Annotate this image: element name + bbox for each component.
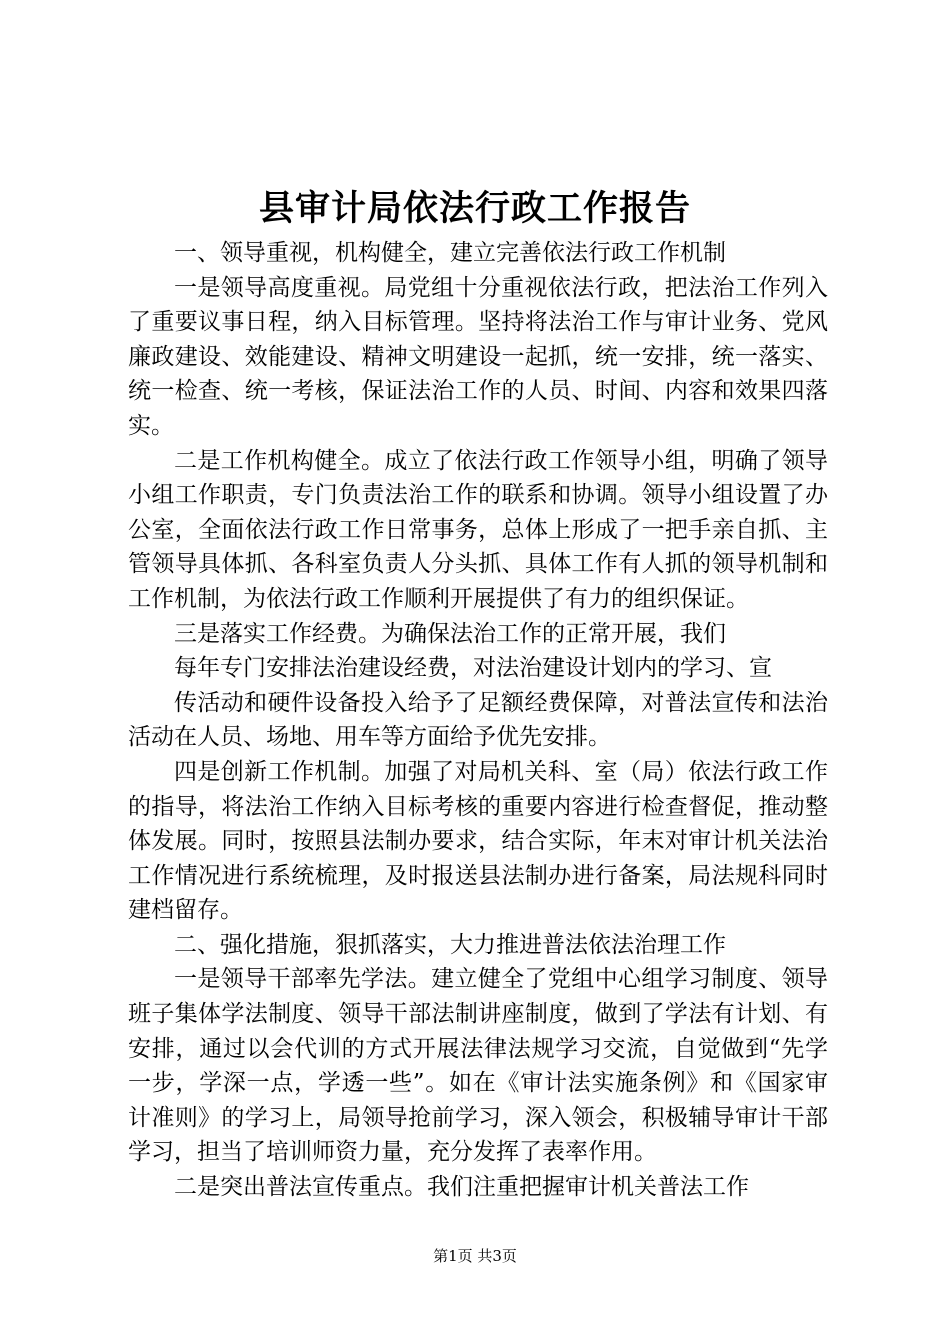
section-heading-2: 二、强化措施，狠抓落实，大力推进普法依法治理工作 [174, 931, 726, 958]
paragraph: 一是领导干部率先学法。建立健全了党组中心组学习制度、领导班子集体学法制度、领导干部法制讲座制度，做到了学法有计划、有安排，通过以会代训的方式开展法律法规学习交流，自觉做到“先学一步，学深一点，学透一些”。如在《审计法实施条例》和《国家审计准则》的学习上，局领导抢前学习，深入领会，积极辅导审计干部学习，担当了培训师资力量，充分发挥了表率作用。 [128, 966, 828, 1166]
document-title: 县审计局依法行政工作报告 [258, 188, 691, 229]
document-body [128, 236, 828, 1205]
paragraph: 二是突出普法宣传重点。我们注重把握审计机关普法工作 [174, 1174, 749, 1201]
paragraph: 四是创新工作机制。加强了对局机关科、室（局）依法行政工作的指导，将法治工作纳入目标考核的重要内容进行检查督促，推动整体发展。同时，按照县法制办要求，结合实际，年末对审计机关法治工作情况进行系统梳理，及时报送县法制办进行备案，局法规科同时建档留存。 [128, 758, 828, 924]
paragraph: 每年专门安排法治建设经费，对法治建设计划内的学习、宣 [174, 655, 772, 682]
paragraph: 三是落实工作经费。为确保法治工作的正常开展，我们 [174, 620, 726, 647]
paragraph: 一是领导高度重视。局党组十分重视依法行政，把法治工作列入了重要议事日程，纳入目标管理。坚持将法治工作与审计业务、党风廉政建设、效能建设、精神文明建设一起抓，统一安排，统一落实、统一检查、统一考核，保证法治工作的人员、时间、内容和效果四落实。 [128, 274, 828, 439]
paragraph: 二是工作机构健全。成立了依法行政工作领导小组，明确了领导小组工作职责，专门负责法治工作的联系和协调。领导小组设置了办公室，全面依法行政工作日常事务，总体上形成了一把手亲自抓、主管领导具体抓、各科室负责人分头抓、具体工作有人抓的领导机制和工作机制，为依法行政工作顺利开展提供了有力的组织保证。 [128, 447, 828, 612]
paragraph: 传活动和硬件设备投入给予了足额经费保障，对普法宣传和法治活动在人员、场地、用车等方面给予优先安排。 [128, 689, 828, 751]
page-footer: 第1页 共3页 [433, 1247, 517, 1265]
section-heading-1: 一、领导重视，机构健全，建立完善依法行政工作机制 [174, 240, 726, 266]
